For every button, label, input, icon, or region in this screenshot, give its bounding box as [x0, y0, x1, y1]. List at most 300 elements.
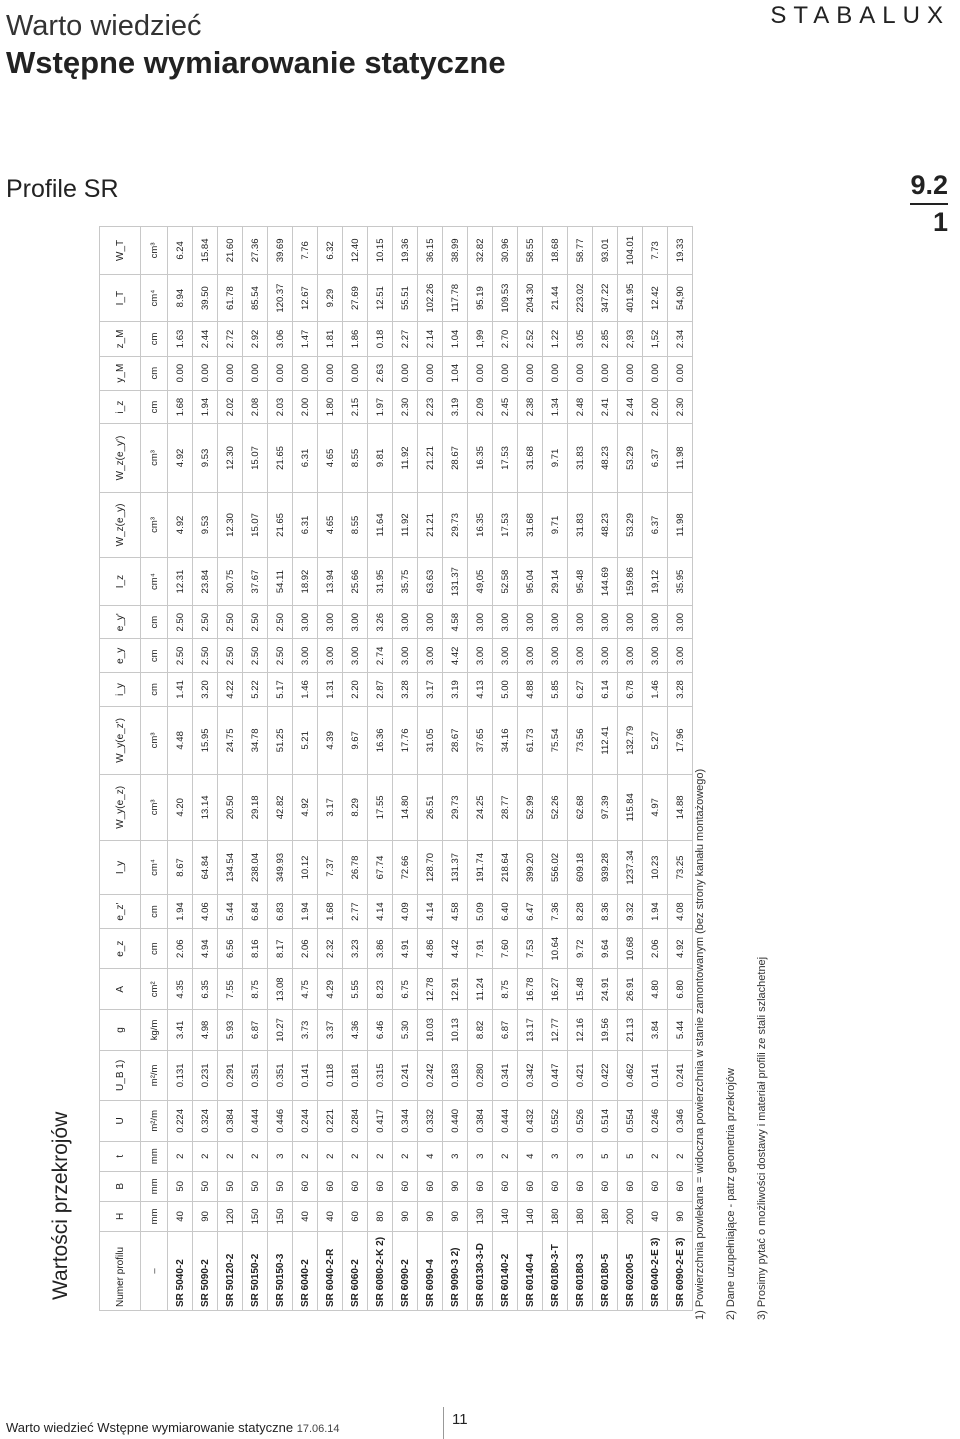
- table-cell: 5.30: [393, 1010, 418, 1051]
- table-cell: 10.23: [643, 840, 668, 895]
- table-cell: 349.93: [268, 840, 293, 895]
- table-cell: 140: [518, 1201, 543, 1231]
- table-cell: 3.00: [343, 605, 368, 639]
- table-cell: 9.53: [193, 492, 218, 558]
- table-cell: 9.67: [343, 706, 368, 774]
- table-cell: 30.96: [493, 227, 518, 275]
- table-cell: 61.78: [218, 274, 243, 322]
- table-cell: 3.00: [568, 639, 593, 673]
- table-cell: 6.56: [218, 928, 243, 969]
- table-cell: 19.36: [393, 227, 418, 275]
- table-cell: 8.23: [368, 969, 393, 1010]
- table-cell: 3.17: [318, 775, 343, 841]
- table-cell: 12.78: [418, 969, 443, 1010]
- unit-cell: cm³: [141, 424, 168, 492]
- table-cell: 11.24: [468, 969, 493, 1010]
- footer-text: Warto wiedzieć Wstępne wymiarowanie statyczne: [6, 1420, 294, 1435]
- table-cell: 39.50: [193, 274, 218, 322]
- table-cell: 3.00: [493, 639, 518, 673]
- table-cell: 6.84: [243, 895, 268, 929]
- table-cell: 1.46: [293, 673, 318, 707]
- table-cell: 4.36: [343, 1010, 368, 1051]
- table-cell: 28.67: [443, 424, 468, 492]
- table-cell: 7.60: [493, 928, 518, 969]
- table-cell: 54,90: [668, 274, 693, 322]
- table-cell: 4.65: [318, 492, 343, 558]
- table-cell: 1237.34: [618, 840, 643, 895]
- column-header: g: [100, 1010, 141, 1051]
- table-cell: 1.22: [543, 322, 568, 356]
- column-header: B: [100, 1171, 141, 1201]
- column-header: H: [100, 1201, 141, 1231]
- table-cell: 3.00: [293, 639, 318, 673]
- table-cell: 2.32: [318, 928, 343, 969]
- table-cell: 200: [618, 1201, 643, 1231]
- table-cell: 90: [443, 1201, 468, 1231]
- table-cell: 13.08: [268, 969, 293, 1010]
- table-cell: 30.75: [218, 558, 243, 606]
- table-cell: 27.36: [243, 227, 268, 275]
- table-cell: 0.141: [643, 1050, 668, 1100]
- table-cell: 0.00: [493, 356, 518, 390]
- table-cell: 2: [243, 1141, 268, 1171]
- table-cell: 0.291: [218, 1050, 243, 1100]
- table-cell: 2: [368, 1141, 393, 1171]
- table-cell: 104.01: [618, 227, 643, 275]
- table-cell: 9.71: [543, 424, 568, 492]
- table-cell: 0.00: [468, 356, 493, 390]
- table-cell: 6.31: [293, 424, 318, 492]
- table-cell: 21.21: [418, 424, 443, 492]
- table-cell: 1.34: [543, 390, 568, 424]
- column-header: U: [100, 1101, 141, 1142]
- section-number: [910, 170, 948, 238]
- table-row: [393, 227, 418, 1311]
- table-cell: 8.28: [568, 895, 593, 929]
- table-cell: 117.78: [443, 274, 468, 322]
- table-cell: 16.27: [543, 969, 568, 1010]
- table-cell: 52.26: [543, 775, 568, 841]
- profile-name-cell: SR 9090-3 2): [443, 1232, 468, 1311]
- table-cell: 60: [418, 1171, 443, 1201]
- table-cell: 5.27: [643, 706, 668, 774]
- table-cell: 13.94: [318, 558, 343, 606]
- table-cell: 0.421: [568, 1050, 593, 1100]
- table-cell: 2: [668, 1141, 693, 1171]
- table-cell: 31.05: [418, 706, 443, 774]
- table-cell: 85.54: [243, 274, 268, 322]
- profile-name-cell: SR 60180-3-T: [543, 1232, 568, 1311]
- table-cell: 939.28: [593, 840, 618, 895]
- unit-cell: –: [141, 1232, 168, 1311]
- table-cell: 42.82: [268, 775, 293, 841]
- column-header: I_y: [100, 840, 141, 895]
- profile-name-cell: SR 6090-4: [418, 1232, 443, 1311]
- column-header: W_T: [100, 227, 141, 275]
- table-cell: 3.84: [643, 1010, 668, 1051]
- table-cell: 2.00: [643, 390, 668, 424]
- table-cell: 0.00: [343, 356, 368, 390]
- table-cell: 27.69: [343, 274, 368, 322]
- table-cell: 7.91: [468, 928, 493, 969]
- table-cell: 60: [618, 1171, 643, 1201]
- table-cell: 29.73: [443, 775, 468, 841]
- table-cell: 5.00: [493, 673, 518, 707]
- column-header: Numer profilu: [100, 1232, 141, 1311]
- column-header: W_z(e_y): [100, 492, 141, 558]
- table-cell: 128.70: [418, 840, 443, 895]
- table-cell: 12.30: [218, 492, 243, 558]
- table-cell: 2: [393, 1141, 418, 1171]
- table-cell: 6.40: [493, 895, 518, 929]
- table-cell: 131.37: [443, 558, 468, 606]
- table-cell: 3.00: [418, 605, 443, 639]
- column-header: e_z': [100, 895, 141, 929]
- table-cell: 50: [268, 1171, 293, 1201]
- table-cell: 60: [393, 1171, 418, 1201]
- table-cell: 4.35: [168, 969, 193, 1010]
- footnote-3: 3) Prosimy pytać o możliwości dostawy i materiał profili ze stali szlachetnej: [756, 956, 768, 1320]
- column-header: e_z: [100, 928, 141, 969]
- table-cell: 5: [593, 1141, 618, 1171]
- unit-cell: m²/m: [141, 1101, 168, 1142]
- table-cell: 8.16: [243, 928, 268, 969]
- table-cell: 50: [168, 1171, 193, 1201]
- table-row: [418, 227, 443, 1311]
- table-cell: 15.48: [568, 969, 593, 1010]
- table-cell: 109.53: [493, 274, 518, 322]
- unit-cell: cm²: [141, 969, 168, 1010]
- table-cell: 2: [318, 1141, 343, 1171]
- table-cell: 24.75: [218, 706, 243, 774]
- table-cell: 2.27: [393, 322, 418, 356]
- table-cell: 8.75: [493, 969, 518, 1010]
- table-cell: 2.50: [193, 605, 218, 639]
- table-cell: 0.440: [443, 1101, 468, 1142]
- table-cell: 6.32: [318, 227, 343, 275]
- unit-cell: cm: [141, 928, 168, 969]
- header-subtitle: Warto wiedzieć: [6, 10, 202, 42]
- table-row: [643, 227, 668, 1311]
- table-cell: 58.77: [568, 227, 593, 275]
- table-cell: 14.80: [393, 775, 418, 841]
- table-cell: 31.68: [518, 492, 543, 558]
- table-cell: 4.48: [168, 706, 193, 774]
- table-cell: 3.00: [593, 605, 618, 639]
- table-cell: 15.84: [193, 227, 218, 275]
- table-cell: 3.00: [593, 639, 618, 673]
- table-cell: 9.29: [318, 274, 343, 322]
- column-header: I_T: [100, 274, 141, 322]
- table-cell: 1.41: [168, 673, 193, 707]
- table-cell: 2.45: [493, 390, 518, 424]
- table-cell: 0.242: [418, 1050, 443, 1100]
- table-cell: 4.06: [193, 895, 218, 929]
- table-cell: 4.92: [293, 775, 318, 841]
- table-cell: 0.280: [468, 1050, 493, 1100]
- table-cell: 1.80: [318, 390, 343, 424]
- table-row: [343, 227, 368, 1311]
- table-row: [443, 227, 468, 1311]
- table-cell: 3.00: [418, 639, 443, 673]
- table-cell: 3.41: [168, 1010, 193, 1051]
- table-cell: 3.00: [343, 639, 368, 673]
- table-cell: 3.17: [418, 673, 443, 707]
- table-cell: 2.50: [243, 605, 268, 639]
- table-cell: 4.88: [518, 673, 543, 707]
- table-cell: 180: [543, 1201, 568, 1231]
- table-cell: 0.183: [443, 1050, 468, 1100]
- table-cell: 1.94: [643, 895, 668, 929]
- table-cell: 39.69: [268, 227, 293, 275]
- table-cell: 347.22: [593, 274, 618, 322]
- table-cell: 19.56: [593, 1010, 618, 1051]
- table-cell: 2.50: [243, 639, 268, 673]
- table-cell: 29.18: [243, 775, 268, 841]
- table-cell: 0.432: [518, 1101, 543, 1142]
- table-cell: 0.00: [418, 356, 443, 390]
- table-cell: 60: [643, 1171, 668, 1201]
- table-cell: 6.27: [568, 673, 593, 707]
- table-cell: 3.00: [568, 605, 593, 639]
- table-cell: 4.91: [393, 928, 418, 969]
- table-row: [518, 227, 543, 1311]
- table-cell: 3.00: [543, 639, 568, 673]
- table-cell: 2.38: [518, 390, 543, 424]
- table-cell: 2.50: [268, 639, 293, 673]
- profile-name-cell: SR 6090-2-E 3): [668, 1232, 693, 1311]
- table-cell: 18.68: [543, 227, 568, 275]
- table-cell: 0.351: [268, 1050, 293, 1100]
- table-cell: 0.444: [493, 1101, 518, 1142]
- table-cell: 34.78: [243, 706, 268, 774]
- profile-name-cell: SR 50120-2: [218, 1232, 243, 1311]
- table-cell: 60: [493, 1171, 518, 1201]
- table-cell: 0.554: [618, 1101, 643, 1142]
- table-cell: 0.341: [493, 1050, 518, 1100]
- table-cell: 0.224: [168, 1101, 193, 1142]
- column-header: W_z(e_y'): [100, 424, 141, 492]
- table-cell: 60: [468, 1171, 493, 1201]
- column-header: t: [100, 1141, 141, 1171]
- table-cell: 4.42: [443, 928, 468, 969]
- table-cell: 0.00: [168, 356, 193, 390]
- table-cell: 223.02: [568, 274, 593, 322]
- table-cell: 3.28: [668, 673, 693, 707]
- table-cell: 3.00: [318, 605, 343, 639]
- table-cell: 2.06: [293, 928, 318, 969]
- table-cell: 3.00: [393, 605, 418, 639]
- table-cell: 0.446: [268, 1101, 293, 1142]
- table-cell: 35.75: [393, 558, 418, 606]
- table-cell: 54.11: [268, 558, 293, 606]
- table-cell: 6.46: [368, 1010, 393, 1051]
- table-cell: 120: [218, 1201, 243, 1231]
- table-cell: 7.76: [293, 227, 318, 275]
- table-cell: 11.98: [668, 424, 693, 492]
- table-cell: 29.14: [543, 558, 568, 606]
- profile-name-cell: SR 50150-3: [268, 1232, 293, 1311]
- table-cell: 58.55: [518, 227, 543, 275]
- table-cell: 0.00: [643, 356, 668, 390]
- brand-logo: STABALUX: [770, 2, 950, 29]
- unit-cell: mm: [141, 1171, 168, 1201]
- table-cell: 20.50: [218, 775, 243, 841]
- table-cell: 3.00: [543, 605, 568, 639]
- table-cell: 0.284: [343, 1101, 368, 1142]
- profile-name-cell: SR 50150-2: [243, 1232, 268, 1311]
- table-cell: 6.31: [293, 492, 318, 558]
- table-cell: 61.73: [518, 706, 543, 774]
- table-cell: 0.351: [243, 1050, 268, 1100]
- page-number-divider: [443, 1407, 444, 1439]
- table-cell: 4.75: [293, 969, 318, 1010]
- table-cell: 16.35: [468, 492, 493, 558]
- table-cell: 6.24: [168, 227, 193, 275]
- table-cell: 63.63: [418, 558, 443, 606]
- table-cell: 6.87: [243, 1010, 268, 1051]
- table-cell: 37.65: [468, 706, 493, 774]
- table-cell: 1.94: [193, 390, 218, 424]
- table-cell: 12.67: [293, 274, 318, 322]
- unit-cell: cm⁴: [141, 558, 168, 606]
- table-cell: 2: [343, 1141, 368, 1171]
- page-number: 11: [452, 1411, 468, 1428]
- table-cell: 10.68: [618, 928, 643, 969]
- unit-cell: cm: [141, 673, 168, 707]
- profile-name-cell: SR 6040-2-R: [318, 1232, 343, 1311]
- table-cell: 8.82: [468, 1010, 493, 1051]
- table-cell: 60: [518, 1171, 543, 1201]
- table-cell: 12.40: [343, 227, 368, 275]
- table-cell: 0.00: [618, 356, 643, 390]
- profile-name-cell: SR 60180-3: [568, 1232, 593, 1311]
- table-row: [668, 227, 693, 1311]
- column-header: y_M: [100, 356, 141, 390]
- table-cell: 2: [293, 1141, 318, 1171]
- table-cell: 4.14: [368, 895, 393, 929]
- table-cell: 3: [568, 1141, 593, 1171]
- table-cell: 0.18: [368, 322, 393, 356]
- table-cell: 3.37: [318, 1010, 343, 1051]
- table-cell: 21.21: [418, 492, 443, 558]
- table-cell: 3.00: [643, 639, 668, 673]
- table-cell: 19.33: [668, 227, 693, 275]
- table-cell: 4.29: [318, 969, 343, 1010]
- table-cell: 0.221: [318, 1101, 343, 1142]
- table-cell: 112.41: [593, 706, 618, 774]
- profile-name-cell: SR 6040-2: [293, 1232, 318, 1311]
- table-cell: 2.87: [368, 673, 393, 707]
- data-table-container: [99, 226, 693, 1311]
- table-row: [218, 227, 243, 1311]
- table-cell: 3.00: [293, 605, 318, 639]
- table-cell: 4: [518, 1141, 543, 1171]
- table-cell: 0.00: [318, 356, 343, 390]
- table-cell: 134.54: [218, 840, 243, 895]
- table-cell: 2.72: [218, 322, 243, 356]
- table-cell: 53.29: [618, 492, 643, 558]
- table-cell: 2.15: [343, 390, 368, 424]
- table-cell: 5.17: [268, 673, 293, 707]
- table-title: Wartości przekrojów: [49, 1111, 72, 1300]
- table-cell: 2.02: [218, 390, 243, 424]
- table-cell: 3.00: [618, 639, 643, 673]
- table-cell: 2.03: [268, 390, 293, 424]
- table-cell: 4.92: [668, 928, 693, 969]
- table-cell: 15.07: [243, 492, 268, 558]
- table-cell: 2.50: [168, 639, 193, 673]
- table-cell: 17.55: [368, 775, 393, 841]
- table-cell: 25.66: [343, 558, 368, 606]
- table-cell: 15.07: [243, 424, 268, 492]
- table-row: [243, 227, 268, 1311]
- table-cell: 0.00: [243, 356, 268, 390]
- table-cell: 0.384: [218, 1101, 243, 1142]
- table-cell: 180: [593, 1201, 618, 1231]
- table-cell: 2.00: [293, 390, 318, 424]
- table-cell: 21.60: [218, 227, 243, 275]
- table-cell: 21.44: [543, 274, 568, 322]
- table-cell: 31.68: [518, 424, 543, 492]
- table-cell: 2: [643, 1141, 668, 1171]
- table-cell: 3.00: [318, 639, 343, 673]
- table-cell: 0.447: [543, 1050, 568, 1100]
- table-cell: 0.444: [243, 1101, 268, 1142]
- table-cell: 34.16: [493, 706, 518, 774]
- table-cell: 2.50: [268, 605, 293, 639]
- table-cell: 52.58: [493, 558, 518, 606]
- table-cell: 60: [343, 1171, 368, 1201]
- table-cell: 1.86: [343, 322, 368, 356]
- table-cell: 3.00: [518, 605, 543, 639]
- table-cell: 2.85: [593, 322, 618, 356]
- table-cell: 204.30: [518, 274, 543, 322]
- table-cell: 28.77: [493, 775, 518, 841]
- table-cell: 4.80: [643, 969, 668, 1010]
- table-cell: 3: [268, 1141, 293, 1171]
- table-cell: 4.22: [218, 673, 243, 707]
- table-cell: 10.64: [543, 928, 568, 969]
- table-cell: 9.72: [568, 928, 593, 969]
- table-cell: 131.37: [443, 840, 468, 895]
- table-cell: 144.69: [593, 558, 618, 606]
- profile-name-cell: SR 6090-2: [393, 1232, 418, 1311]
- table-cell: 0.131: [168, 1050, 193, 1100]
- column-header: i_z: [100, 390, 141, 424]
- table-cell: 48.23: [593, 424, 618, 492]
- column-header: e_y': [100, 605, 141, 639]
- table-cell: 4.39: [318, 706, 343, 774]
- table-cell: 3.73: [293, 1010, 318, 1051]
- table-cell: 55.51: [393, 274, 418, 322]
- table-cell: 2.77: [343, 895, 368, 929]
- table-cell: 1.68: [318, 895, 343, 929]
- table-cell: 6.87: [493, 1010, 518, 1051]
- column-header: W_y(e_z): [100, 775, 141, 841]
- table-cell: 2.06: [643, 928, 668, 969]
- unit-cell: cm: [141, 356, 168, 390]
- table-cell: 64.84: [193, 840, 218, 895]
- table-cell: 1.63: [168, 322, 193, 356]
- table-cell: 150: [268, 1201, 293, 1231]
- table-cell: 2.50: [193, 639, 218, 673]
- table-cell: 5.22: [243, 673, 268, 707]
- table-cell: 6.37: [643, 424, 668, 492]
- header-row: [100, 227, 141, 1311]
- table-cell: 2.50: [218, 605, 243, 639]
- table-cell: 0.342: [518, 1050, 543, 1100]
